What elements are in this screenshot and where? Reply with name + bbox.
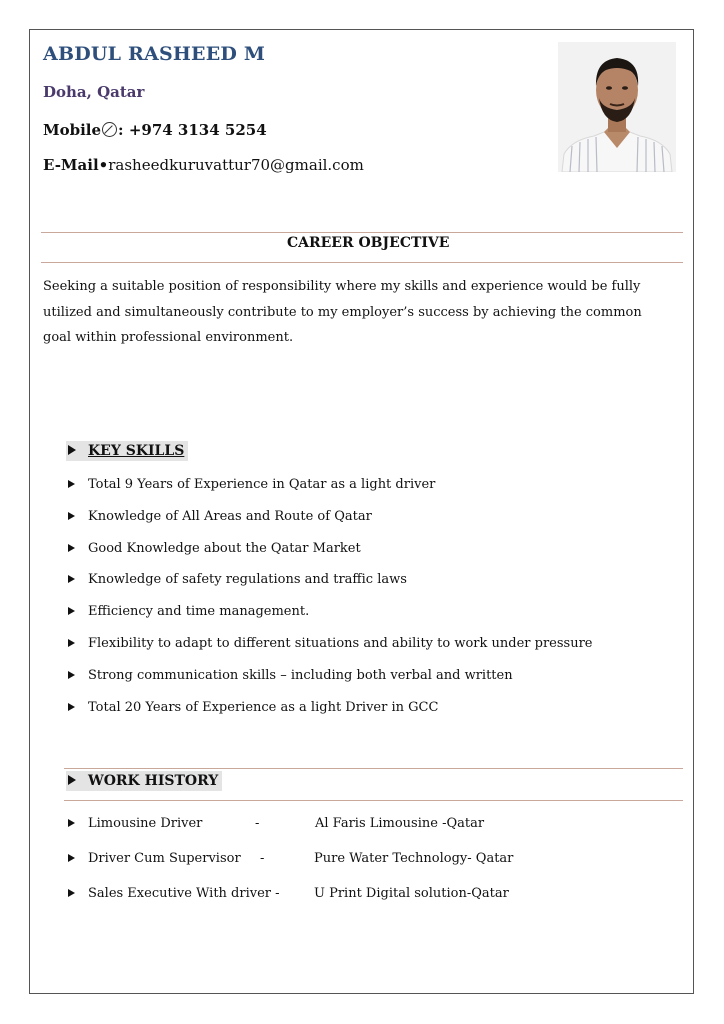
skill-text: Total 9 Years of Experience in Qatar as a light driver (88, 477, 436, 492)
job-separator: - (255, 816, 260, 831)
key-skills-list (68, 474, 592, 728)
profile-photo (558, 42, 676, 172)
mobile-label: Mobile (43, 121, 102, 139)
arrow-bullet-icon (68, 639, 75, 647)
skill-text: Knowledge of safety regulations and traffic laws (88, 572, 407, 588)
arrow-bullet-icon (68, 671, 75, 679)
email-label: E-Mail• (43, 156, 109, 174)
key-skills-heading (66, 441, 188, 461)
arrow-bullet-icon (68, 854, 75, 862)
candidate-name: ABDUL RASHEED M (43, 43, 266, 65)
list-item (68, 697, 592, 729)
skill-text: Efficiency and time management. (88, 604, 310, 620)
divider-line (41, 262, 683, 263)
mobile-colon: : (118, 121, 124, 139)
job-role: Driver Cum Supervisor (88, 851, 241, 866)
arrow-bullet-icon (68, 512, 75, 520)
skill-text: Strong communication skills – including both verbal and written (88, 667, 513, 683)
mobile-line (43, 120, 267, 139)
skill-text: Knowledge of All Areas and Route of Qatar (88, 508, 372, 524)
job-company: U Print Digital solution-Qatar (314, 886, 509, 901)
mobile-value: +974 3134 5254 (128, 121, 267, 139)
list-item (68, 538, 592, 570)
job-company: Al Faris Limousine -Qatar (315, 816, 485, 831)
work-history-heading (66, 771, 222, 791)
arrow-bullet-icon (68, 607, 75, 615)
work-history-list (68, 813, 513, 918)
phone-icon (102, 122, 117, 137)
skill-text: Good Knowledge about the Qatar Market (88, 540, 361, 556)
job-role: Sales Executive With driver - (88, 886, 280, 901)
divider-line (41, 232, 683, 233)
list-item (68, 601, 592, 633)
divider-line (64, 768, 683, 769)
list-item (68, 813, 513, 848)
work-history-title: WORK HISTORY (88, 773, 219, 789)
arrow-bullet-icon (68, 544, 75, 552)
list-item (68, 633, 592, 665)
job-company: Pure Water Technology- Qatar (314, 851, 514, 866)
skill-text: Flexibility to adapt to different situations and ability to work under pressure (88, 635, 593, 651)
job-separator: - (260, 851, 265, 866)
profile-photo-image (558, 42, 676, 172)
career-objective-text: Seeking a suitable position of responsibility where my skills and experience would be fully utilized and simultaneously contribute to my employer’s success by achieving the common goal within professional environment. (43, 279, 642, 345)
job-role: Limousine Driver (88, 816, 203, 831)
skill-text: Total 20 Years of Experience as a light Driver in GCC (88, 699, 439, 715)
email-value: rasheedkuruvattur70@gmail.com (108, 156, 364, 174)
career-objective-title: CAREER OBJECTIVE (287, 235, 450, 251)
candidate-location: Doha, Qatar (43, 83, 145, 101)
divider-line (64, 800, 683, 801)
list-item (68, 474, 592, 506)
arrow-bullet-icon (68, 703, 75, 711)
email-line (43, 156, 364, 174)
arrow-bullet-icon (68, 445, 76, 455)
list-item (68, 665, 592, 697)
list-item (68, 506, 592, 538)
arrow-bullet-icon (68, 480, 75, 488)
arrow-bullet-icon (68, 889, 75, 897)
arrow-bullet-icon (68, 575, 75, 583)
list-item (68, 848, 513, 883)
list-item (68, 569, 592, 601)
arrow-bullet-icon (68, 819, 75, 827)
key-skills-title: KEY SKILLS (88, 443, 185, 459)
arrow-bullet-icon (68, 775, 76, 785)
list-item (68, 883, 513, 918)
